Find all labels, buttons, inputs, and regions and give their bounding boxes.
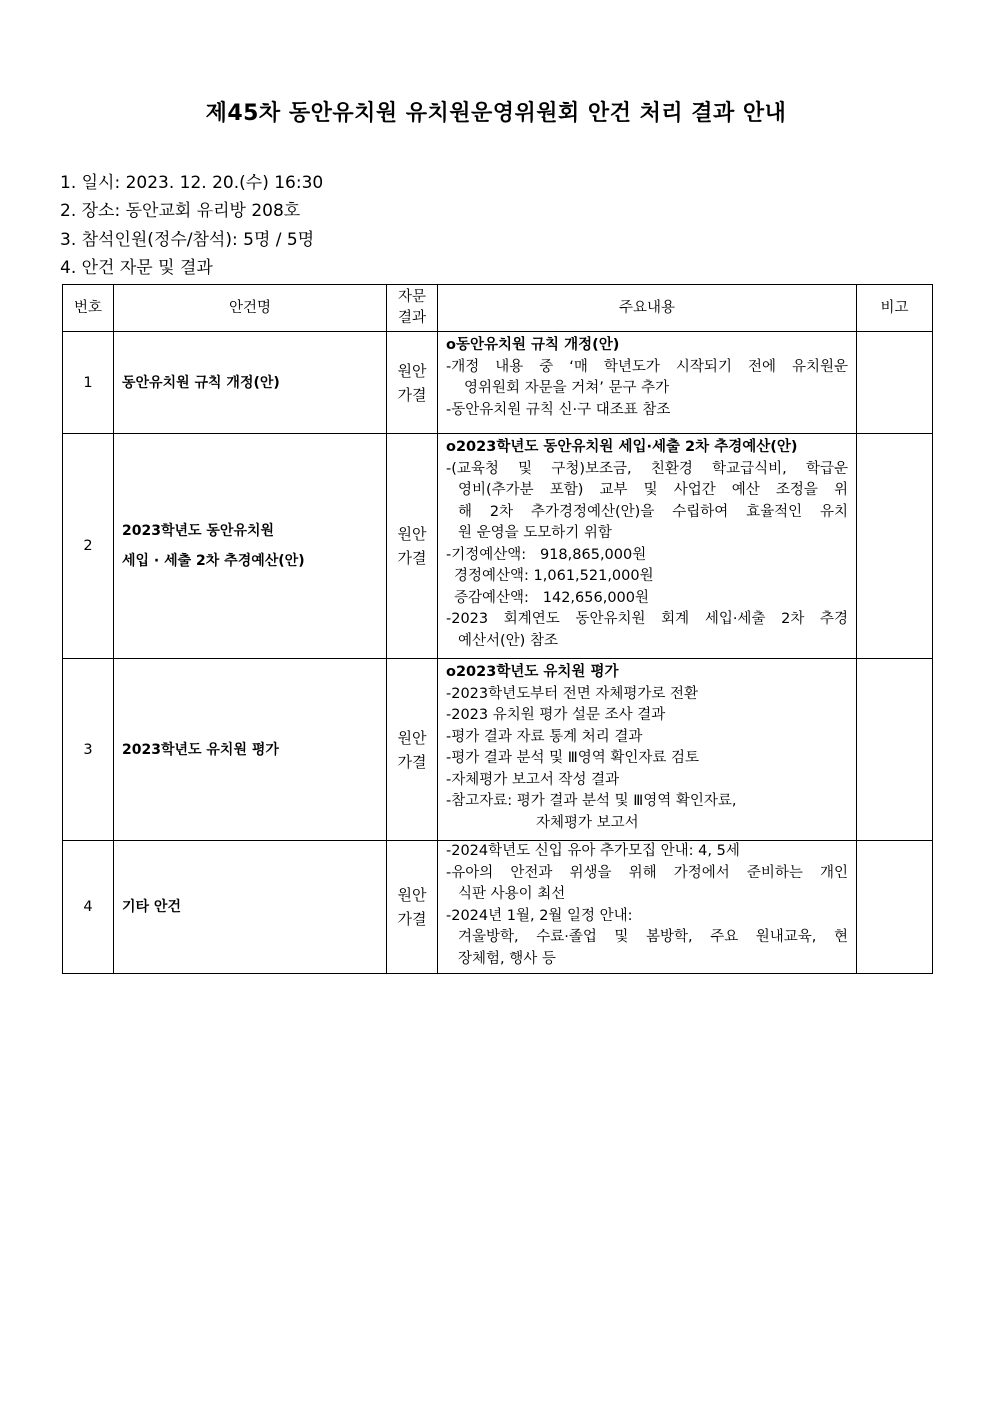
- table-row: [63, 332, 933, 434]
- content-line: 경정예산액: 1,061,521,000원: [454, 568, 654, 584]
- header-content: 주요내용: [438, 285, 857, 332]
- row-content: [438, 841, 857, 974]
- row-name: 2023학년도 유치원 평가: [114, 659, 387, 841]
- content-line: -기정예산액: 918,865,000원: [446, 546, 647, 563]
- content-line: 장체험, 행사 등: [458, 950, 556, 967]
- row-result-line2: 가결: [397, 752, 427, 771]
- content-line: 원 운영을 도모하기 위함: [458, 525, 612, 541]
- content-line: -2024년 1월, 2월 일정 안내:: [446, 907, 633, 924]
- content-line: -2024학년도 신입 유아 추가모집 안내: 4, 5세: [446, 843, 740, 859]
- header-result-line1: 자문: [397, 289, 426, 305]
- content-line: 증감예산액: 142,656,000원: [454, 589, 650, 606]
- content-line: 겨울방학, 수료·졸업 및 봄방학, 주요 원내교육, 현: [458, 929, 848, 945]
- header-note: 비고: [857, 285, 933, 332]
- row-name: 동안유치원 규칙 개정(안): [114, 332, 387, 434]
- table-header-row: [63, 285, 933, 332]
- content-line: -평가 결과 분석 및 Ⅲ영역 확인자료 검토: [446, 750, 699, 766]
- header-name: 안건명: [114, 285, 387, 332]
- content-line: -개정 내용 중 ‘매 학년도가 시작되기 전에 유치원운: [446, 358, 848, 375]
- row-note: [857, 659, 933, 841]
- content-line: -유아의 안전과 위생을 위해 가정에서 준비하는 개인: [446, 864, 848, 881]
- row-content: [438, 659, 857, 841]
- row-note: [857, 332, 933, 434]
- content-head: o동안유치원 규칙 개정(안): [446, 337, 620, 353]
- header-no: 번호: [63, 285, 114, 332]
- info-datetime: 1. 일시: 2023. 12. 20.(수) 16:30: [60, 173, 324, 193]
- content-line: 자체평가 보고서: [536, 814, 639, 831]
- row-result-line1: 원안: [397, 525, 427, 543]
- content-head: o2023학년도 동안유치원 세입·세출 2차 추경예산(안): [446, 439, 798, 455]
- page-title: 제45차 동안유치원 유치원운영위원회 안건 처리 결과 안내: [205, 101, 787, 126]
- row-name: 기타 안건: [114, 841, 387, 974]
- content-line: -동안유치원 규칙 신·구 대조표 참조: [446, 401, 671, 418]
- row-result: [387, 332, 438, 434]
- header-result-line2: 결과: [397, 310, 426, 326]
- content-line: 영위원회 자문을 거쳐’ 문구 추가: [464, 380, 670, 396]
- row-result-line1: 원안: [397, 361, 427, 380]
- info-agenda-heading: 4. 안건 자문 및 결과: [60, 258, 213, 278]
- content-line: -참고자료: 평가 결과 분석 및 Ⅲ영역 확인자료,: [446, 793, 737, 809]
- row-no: 2: [63, 434, 114, 659]
- row-content: [438, 332, 857, 434]
- table-row: [63, 434, 933, 659]
- row-result-line2: 가결: [397, 910, 427, 928]
- content-line: -(교육청 및 구청)보조금, 친환경 학교급식비, 학급운: [446, 460, 848, 477]
- row-result-line2: 가결: [397, 549, 427, 567]
- row-result-line2: 가결: [397, 385, 427, 404]
- content-line: 영비(추가분 포함) 교부 및 사업간 예산 조정을 위: [458, 482, 848, 498]
- table-row: [63, 841, 933, 974]
- content-line: 예산서(안) 참조: [458, 632, 558, 649]
- row-no: 1: [63, 332, 114, 434]
- row-no: 4: [63, 841, 114, 974]
- row-name: [114, 434, 387, 659]
- info-location: 2. 장소: 동안교회 유리방 208호: [60, 201, 301, 221]
- row-content: [438, 434, 857, 659]
- row-result-line1: 원안: [397, 886, 427, 904]
- content-line: -2023 회계연도 동안유치원 회계 세입·세출 2차 추경: [446, 611, 848, 627]
- content-head: o2023학년도 유치원 평가: [446, 664, 619, 680]
- row-name-line2: 세입 · 세출 2차 추경예산(안): [122, 553, 305, 569]
- row-name-line1: 2023학년도 동안유치원: [122, 523, 275, 539]
- row-result: [387, 434, 438, 659]
- content-line: -2023학년도부터 전면 자체평가로 전환: [446, 685, 699, 702]
- agenda-table: [62, 284, 933, 974]
- row-note: [857, 434, 933, 659]
- info-attendance: 3. 참석인원(정수/참석): 5명 / 5명: [60, 230, 315, 250]
- row-no: 3: [63, 659, 114, 841]
- row-result: [387, 659, 438, 841]
- row-result: [387, 841, 438, 974]
- table-row: [63, 659, 933, 841]
- row-note: [857, 841, 933, 974]
- content-line: -평가 결과 자료 통계 처리 결과: [446, 728, 643, 745]
- content-line: -2023 유치원 평가 설문 조사 결과: [446, 707, 666, 723]
- content-line: 식판 사용이 최선: [458, 886, 566, 902]
- header-result: [387, 285, 438, 332]
- content-line: 해 2차 추가경정예산(안)을 수립하여 효율적인 유치: [458, 503, 848, 520]
- row-result-line1: 원안: [397, 728, 427, 747]
- content-line: -자체평가 보고서 작성 결과: [446, 771, 620, 788]
